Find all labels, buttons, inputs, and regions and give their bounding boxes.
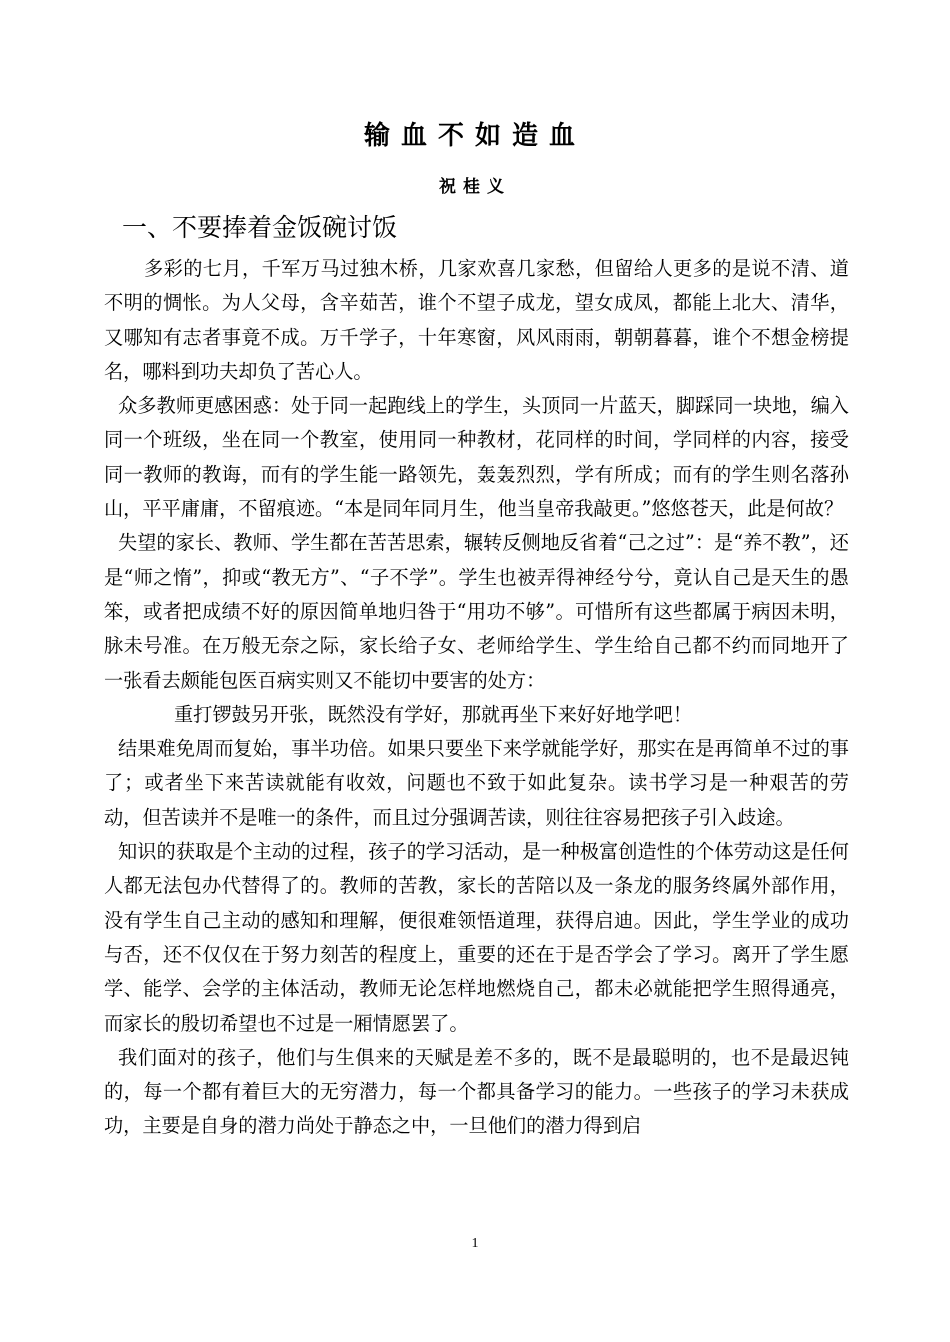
paragraph: 失望的家长、教师、学生都在苦苦思索，辗转反侧地反省着“己之过”：是“养不教”，还是“师之惰”，抑或“教无方”、“子不学”。学生也被弄得神经兮兮，竟认自己是天生的愚笨，或者把成绩不好的原因简单地归咎于“用功不够”。可惜所有这些都属于病因未明，脉未号准。在万般无奈之际，家长给子女、老师给学生、学生给自己都不约而同地开了一张看去颇能包医百病实则又不能切中要害的处方：	[104, 531, 849, 692]
document-title: 输血不如造血	[363, 121, 586, 151]
paragraph: 知识的获取是个主动的过程，孩子的学习活动，是一种极富创造性的个体劳动这是任何人都无法包办代替得了的。教师的苦教，家长的苦陪以及一条龙的服务终属外部作用，没有学生自己主动的感知和理解，便很难领悟道理，获得启迪。因此，学生学业的成功与否，还不仅仅在于努力刻苦的程度上，重要的还在于是否学会了学习。离开了学生愿学、能学、会学的主体活动，教师无论怎样地燃烧自己，都未必就能把学生照得通亮，而家长的殷切希望也不过是一厢情愿罢了。	[104, 840, 849, 1035]
section-heading: 一、不要捧着金饭碗讨饭	[122, 213, 398, 242]
page-number: 1	[471, 1236, 479, 1251]
paragraph: 我们面对的孩子，他们与生俱来的天赋是差不多的，既不是最聪明的，也不是最迟钝的，每一个都有着巨大的无穷潜力，每一个都具备学习的能力。一些孩子的学习未获成功，主要是自身的潜力尚处于静态之中，一旦他们的潜力得到启	[104, 1045, 849, 1138]
body-text	[104, 252, 849, 1144]
author-name: 祝桂义	[439, 177, 511, 197]
paragraph-quote: 重打锣鼓另开张，既然没有学好，那就再坐下来好好地学吧！	[174, 702, 693, 726]
paragraph: 结果难免周而复始，事半功倍。如果只要坐下来学就能学好，那实在是再简单不过的事了；或者坐下来苦读就能有收效，问题也不致于如此复杂。读书学习是一种艰苦的劳动，但苦读并不是唯一的条件，而且过分强调苦读，则往往容易把孩子引入歧途。	[104, 737, 849, 829]
paragraph: 多彩的七月，千军万马过独木桥，几家欢喜几家愁，但留给人更多的是说不清、道不明的惆怅。为人父母，含辛茹苦，谁个不望子成龙，望女成凤，都能上北大、清华，又哪知有志者事竟不成。万千学子，十年寒窗，风风雨雨，朝朝暮暮，谁个不想金榜提名，哪料到功夫却负了苦心人。	[104, 257, 849, 383]
paragraph: 众多教师更感困惑：处于同一起跑线上的学生，头顶同一片蓝天，脚踩同一块地，编入同一个班级，坐在同一个教室，使用同一种教材，花同样的时间，学同样的内容，接受同一教师的教诲，而有的学生能一路领先，轰轰烈烈，学有所成；而有的学生则名落孙山，平平庸庸，不留痕迹。“本是同年同月生，他当皇帝我敲更。”悠悠苍天，此是何故？	[104, 394, 849, 521]
